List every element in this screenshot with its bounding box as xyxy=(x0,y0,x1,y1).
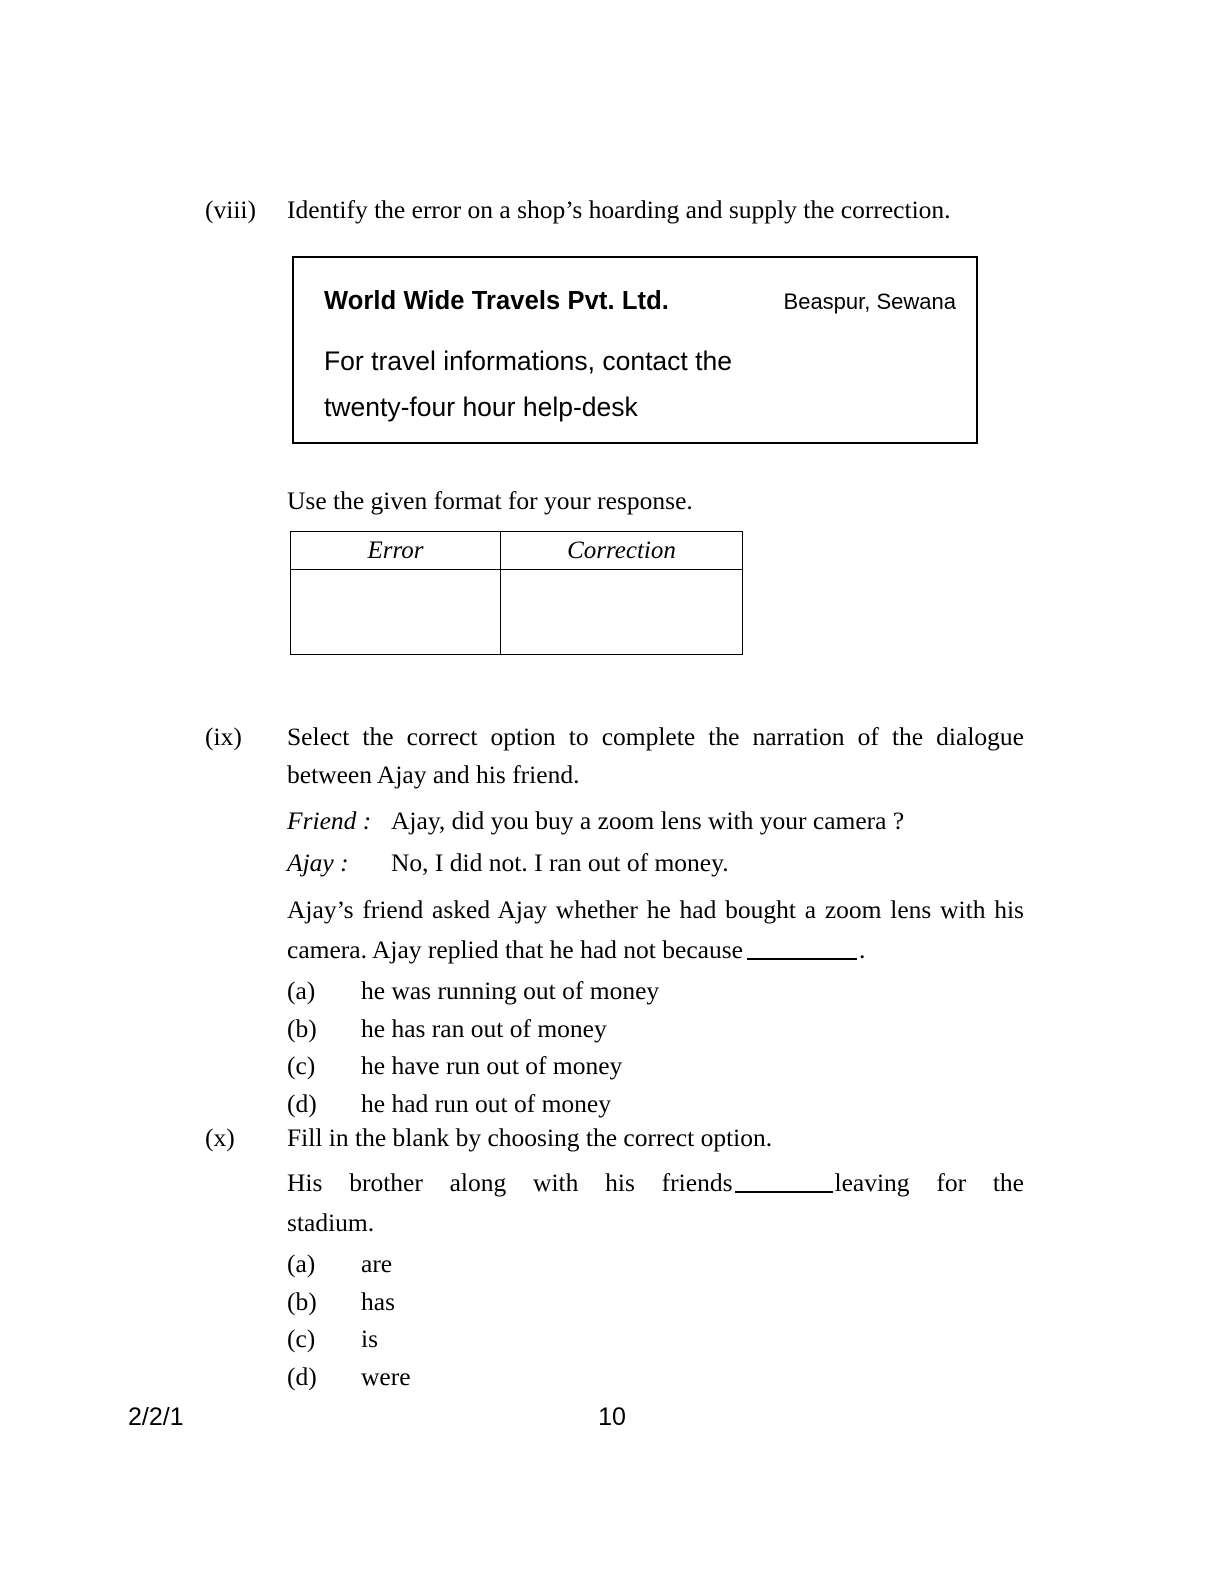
question-viii-prompt: Identify the error on a shop’s hoarding and supply the correction. xyxy=(287,195,951,224)
hoarding-body xyxy=(324,338,964,430)
option-ix-a-text: he was running out of money xyxy=(361,976,660,1005)
dialogue-speaker-ajay: Ajay : xyxy=(287,848,349,877)
table-cell-correction-answer[interactable] xyxy=(501,570,743,655)
option-x-b[interactable] xyxy=(287,1283,1024,1321)
question-ix-prompt: Select the correct option to complete the narration of the dialogue between Ajay and his friend. xyxy=(287,722,1024,789)
hoarding-body-line-1: For travel informations, contact the xyxy=(324,346,732,376)
question-x-label: (x) xyxy=(205,1123,235,1152)
fill-blank-blank[interactable] xyxy=(735,1173,833,1193)
dialogue-speaker-friend: Friend : xyxy=(287,806,372,835)
fill-blank-line-2: stadium. xyxy=(287,1208,375,1237)
option-x-a-text: are xyxy=(361,1249,393,1278)
option-x-b-key: (b) xyxy=(287,1286,317,1316)
option-x-a[interactable] xyxy=(287,1245,1024,1283)
format-instruction: Use the given format for your response. xyxy=(287,486,693,515)
fill-blank-text-after: leaving for the xyxy=(834,1168,1024,1197)
option-x-d[interactable] xyxy=(287,1358,1024,1396)
question-ix-label: (ix) xyxy=(205,722,242,751)
option-x-c[interactable] xyxy=(287,1320,1024,1358)
table-cell-error-answer[interactable] xyxy=(291,570,501,655)
question-viii-label: (viii) xyxy=(205,195,256,224)
narration-paragraph xyxy=(287,890,1024,970)
option-ix-d-text: he had run out of money xyxy=(361,1088,611,1118)
option-x-d-key: (d) xyxy=(287,1361,317,1391)
option-ix-b-key: (b) xyxy=(287,1013,317,1043)
page-footer xyxy=(0,1400,1224,1440)
option-ix-b-text: he has ran out of money xyxy=(361,1013,607,1043)
option-x-c-text: is xyxy=(361,1324,379,1353)
option-x-d-text: were xyxy=(361,1361,411,1391)
question-x-body xyxy=(287,1119,1024,1395)
option-ix-a-key: (a) xyxy=(287,976,316,1005)
table-row xyxy=(291,570,743,655)
dialogue-line-friend xyxy=(287,800,1024,842)
option-x-b-text: has xyxy=(361,1286,395,1316)
option-ix-a[interactable] xyxy=(287,972,1024,1010)
hoarding-box xyxy=(292,256,978,444)
option-ix-c-text: he have run out of money xyxy=(361,1051,623,1080)
option-ix-c[interactable] xyxy=(287,1047,1024,1085)
option-ix-b[interactable] xyxy=(287,1010,1024,1048)
fill-blank-line-1 xyxy=(287,1163,1024,1203)
table-header-error: Error xyxy=(291,532,501,570)
footer-page-number: 10 xyxy=(598,1403,626,1431)
option-ix-d[interactable] xyxy=(287,1085,1024,1123)
question-x-options xyxy=(287,1245,1024,1395)
dialogue-text-friend: Ajay, did you buy a zoom lens with your camera ? xyxy=(391,806,905,835)
hoarding-header xyxy=(324,284,960,318)
fill-blank-sentence xyxy=(287,1163,1024,1243)
dialogue-text-ajay: No, I did not. I ran out of money. xyxy=(391,848,729,877)
hoarding-body-line-2: twenty-four hour help-desk xyxy=(324,392,638,422)
option-ix-d-key: (d) xyxy=(287,1088,317,1118)
footer-paper-code: 2/2/1 xyxy=(128,1403,184,1431)
dialogue-block xyxy=(287,800,1024,884)
fill-blank-text-before: His brother along with his friends xyxy=(287,1168,733,1197)
hoarding-title: World Wide Travels Pvt. Ltd. xyxy=(324,287,669,315)
option-x-c-key: (c) xyxy=(287,1324,316,1353)
option-ix-c-key: (c) xyxy=(287,1051,316,1080)
narration-blank[interactable] xyxy=(747,939,857,960)
hoarding-location: Beaspur, Sewana xyxy=(783,289,956,314)
error-correction-table xyxy=(290,531,743,655)
question-ix-body xyxy=(287,718,1024,1122)
narration-period: . xyxy=(858,935,866,964)
table-header-correction: Correction xyxy=(501,532,743,570)
option-x-a-key: (a) xyxy=(287,1249,316,1278)
table-header-row xyxy=(291,532,743,570)
dialogue-line-ajay xyxy=(287,842,1024,884)
narration-text: Ajay’s friend asked Ajay whether he had bought a zoom lens with his camera. Ajay replied that he had not because xyxy=(287,895,1024,964)
question-x-prompt: Fill in the blank by choosing the correct option. xyxy=(287,1123,773,1152)
question-ix-options xyxy=(287,972,1024,1122)
